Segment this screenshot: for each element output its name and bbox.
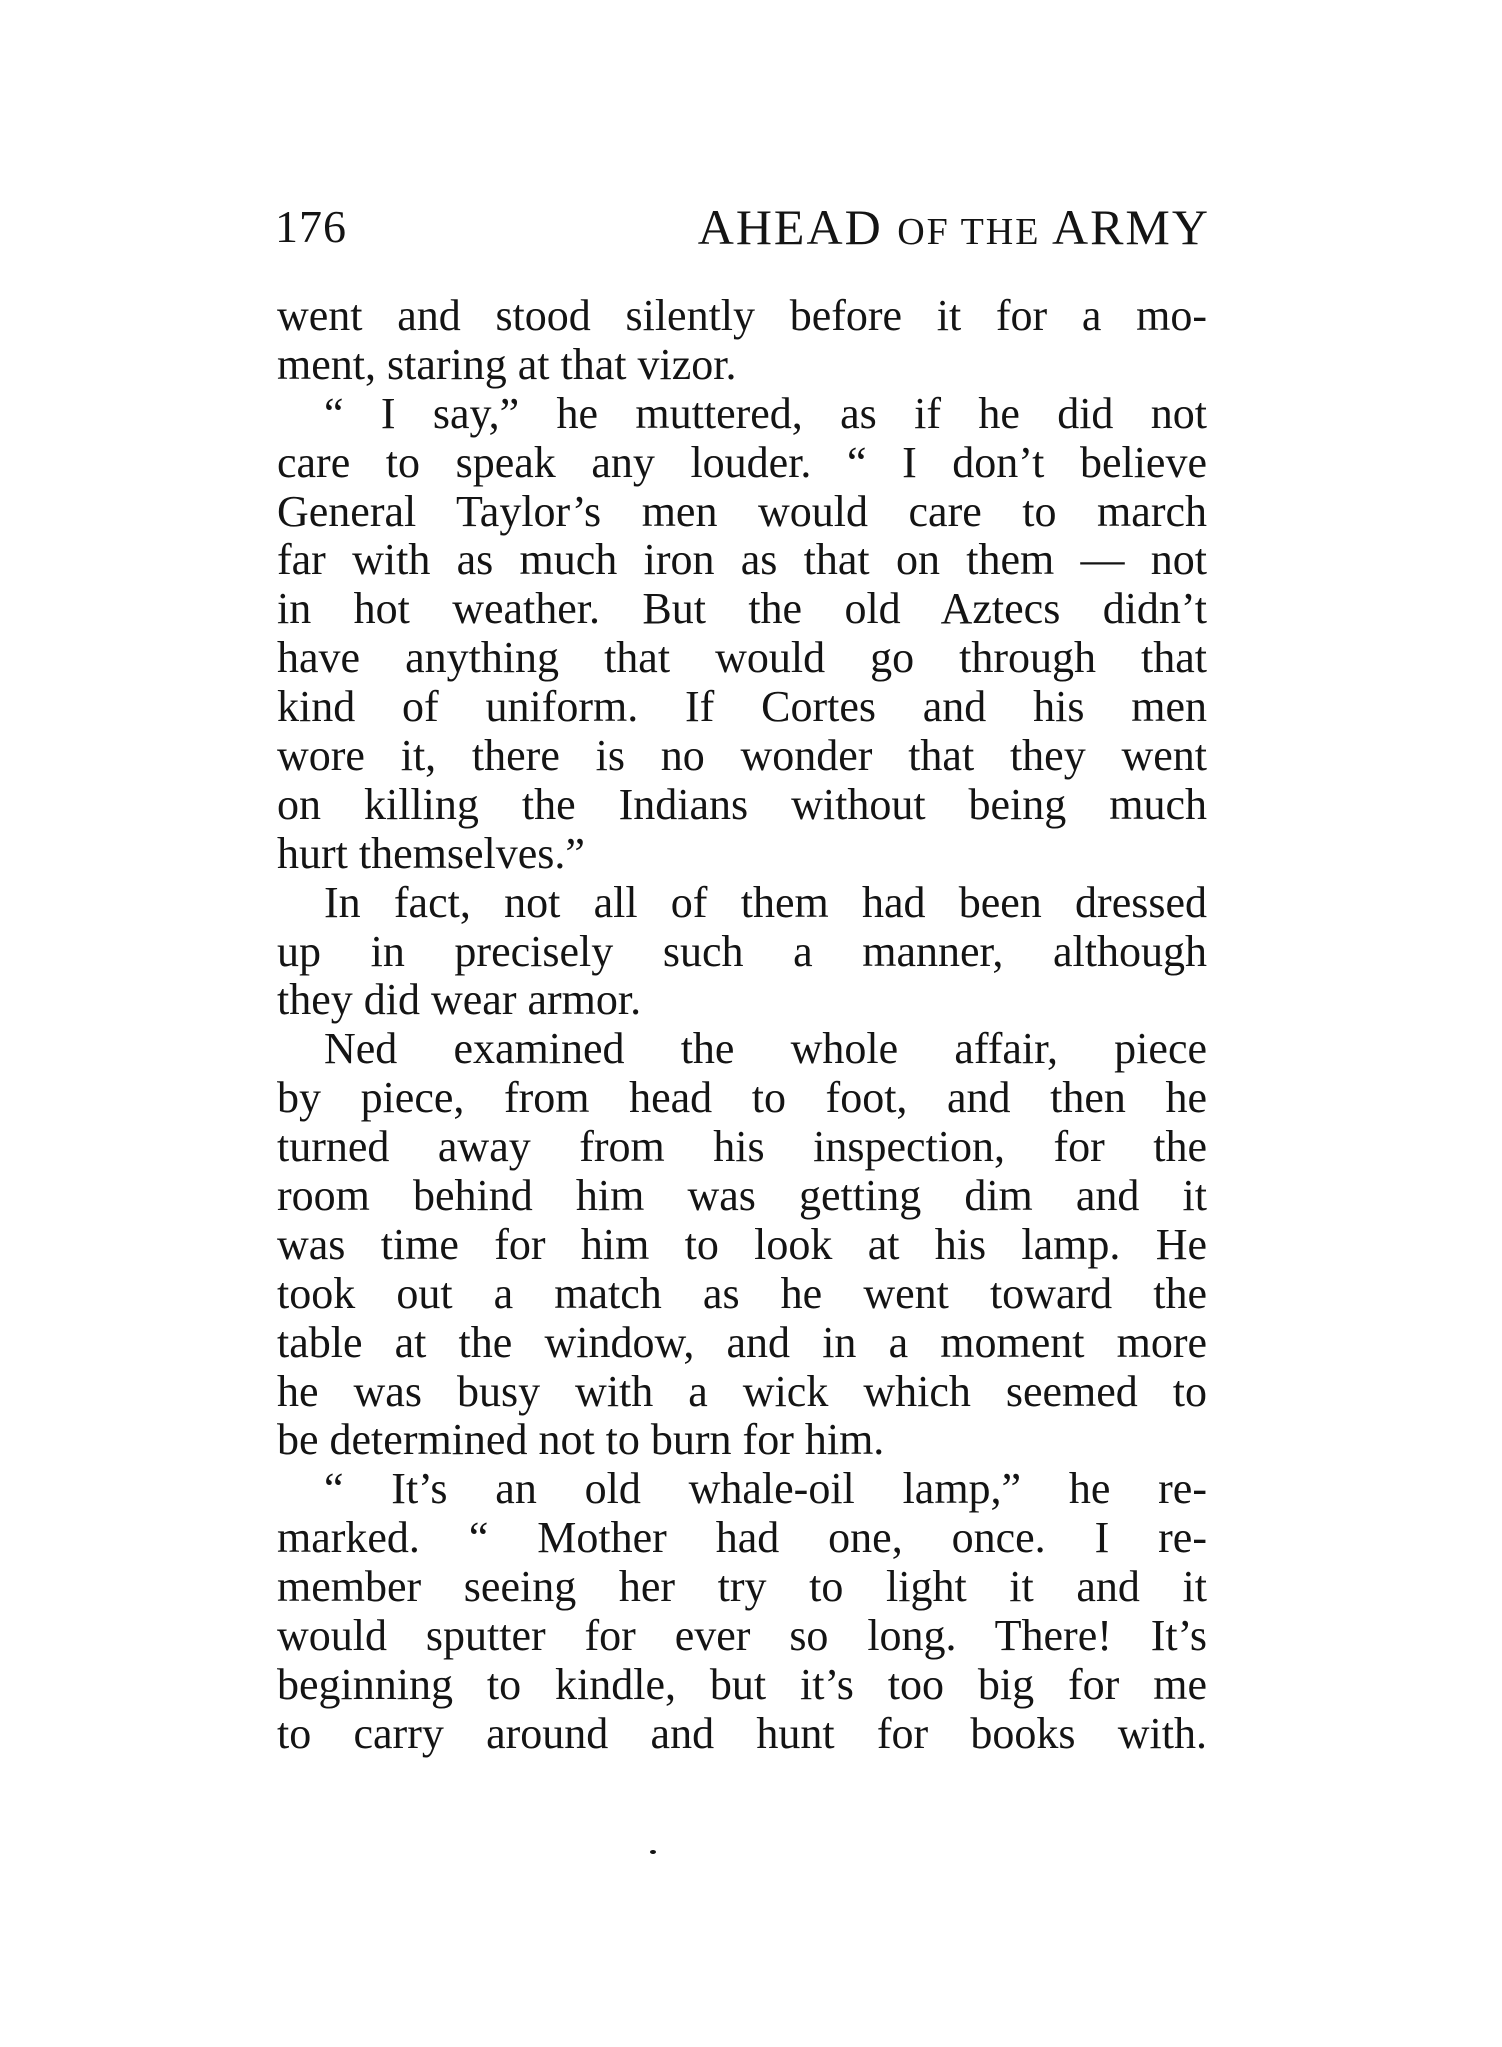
text-line: went and stood silently before it for a mo- [277,291,1207,340]
text-line: Ned examined the whole affair, piece [324,1024,1207,1074]
running-head [275,192,1210,262]
text-line: be determined not to burn for him. [277,1415,885,1465]
text-line: in hot weather. But the old Aztecs didn’t [277,584,1207,634]
text-line: hurt themselves.” [277,828,585,878]
text-line: on killing the Indians without being much [277,779,1207,829]
text-line: by piece, from head to foot, and then he [277,1073,1207,1123]
text-line: far with as much iron as that on them — not [277,535,1207,585]
running-title-word-2: ARMY [1051,199,1210,255]
text-line: was time for him to look at his lamp. He [277,1219,1207,1269]
text-line: would sputter for ever so long. There! It’s [277,1611,1207,1661]
text-line: table at the window, and in a moment more [277,1317,1207,1367]
text-line: General Taylor’s men would care to march [277,486,1207,536]
text-line: to carry around and hunt for books with. [277,1708,1207,1758]
text-line: he was busy with a wick which seemed to [277,1366,1207,1416]
text-line: wore it, there is no wonder that they went [277,731,1207,781]
text-line: took out a match as he went toward the [277,1268,1207,1318]
text-line: In fact, not all of them had been dressed [324,877,1207,927]
text-line: care to speak any louder. “ I don’t believe [277,437,1207,487]
ink-speck [650,1850,656,1854]
text-line: have anything that would go through that [277,633,1207,683]
text-line: beginning to kindle, but it’s too big for me [277,1659,1207,1709]
text-line: “ I say,” he muttered, as if he did not [324,388,1207,438]
text-line: ment, staring at that vizor. [277,339,737,389]
text-line: marked. “ Mother had one, once. I re- [277,1513,1207,1563]
text-line: member seeing her try to light it and it [277,1562,1207,1612]
text-line: kind of uniform. If Cortes and his men [277,682,1207,732]
text-line: up in precisely such a manner, although [277,926,1207,976]
text-line: turned away from his inspection, for the [277,1122,1207,1172]
text-line: they did wear armor. [277,975,642,1025]
running-title-small-caps: OF THE [897,211,1052,253]
body-text [277,292,1207,1759]
page-number: 176 [275,201,347,252]
running-title [698,192,1210,267]
running-title-word-1: AHEAD [697,199,898,255]
text-line: room behind him was getting dim and it [277,1171,1207,1221]
text-line: “ It’s an old whale-oil lamp,” he re- [324,1464,1207,1514]
